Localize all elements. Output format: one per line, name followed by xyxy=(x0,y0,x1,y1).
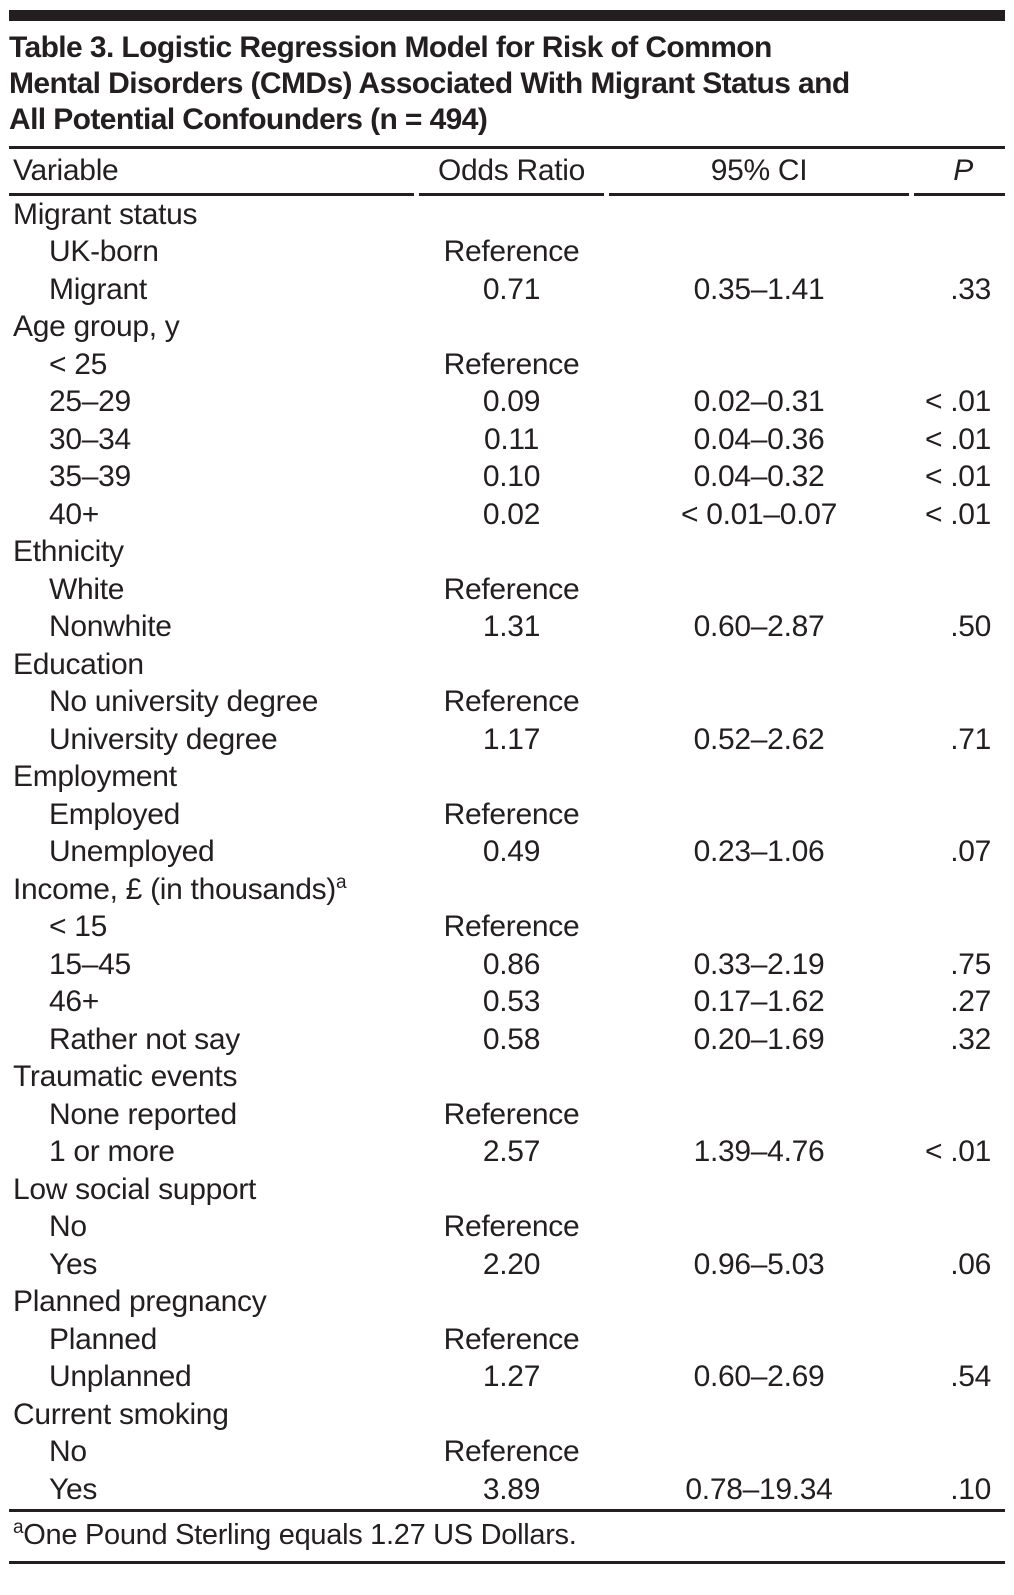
odds-ratio-cell: 0.49 xyxy=(482,835,541,869)
column-header-ci: 95% CI xyxy=(609,149,909,196)
ci-cell xyxy=(609,684,909,722)
odds-ratio-cell xyxy=(419,1284,604,1322)
variable-cell xyxy=(9,459,414,497)
variable-label: No university degree xyxy=(49,685,319,719)
column-header-p: P xyxy=(914,149,1005,196)
p-value-cell: .10 xyxy=(950,1472,991,1506)
p-value-cell: .71 xyxy=(950,722,991,756)
variable-cell xyxy=(9,1471,414,1509)
variable-label: None reported xyxy=(49,1097,237,1131)
variable-label: Planned pregnancy xyxy=(13,1285,267,1319)
p-value-cell: .32 xyxy=(950,1022,991,1056)
top-rule xyxy=(9,10,1005,21)
variable-cell xyxy=(9,834,414,872)
table-row xyxy=(9,421,1005,459)
variable-cell xyxy=(9,1396,414,1434)
variable-label: Employed xyxy=(49,797,181,831)
column-header-variable: Variable xyxy=(9,149,414,196)
odds-ratio-cell: 2.57 xyxy=(482,1135,541,1169)
table-row xyxy=(9,346,1005,384)
variable-cell xyxy=(9,721,414,759)
ci-cell xyxy=(609,796,909,834)
p-value-cell xyxy=(914,346,1005,384)
variable-label: 1 or more xyxy=(49,1135,175,1169)
variable-label: 46+ xyxy=(49,985,99,1019)
table-title xyxy=(9,30,1005,138)
p-value-cell xyxy=(914,234,1005,272)
header-row xyxy=(9,149,1005,196)
variable-cell xyxy=(9,1209,414,1247)
variable-label: UK-born xyxy=(49,235,159,269)
ci-cell: 0.60–2.87 xyxy=(693,610,825,644)
p-value-cell xyxy=(914,571,1005,609)
table-row xyxy=(9,721,1005,759)
variable-cell xyxy=(9,871,414,909)
odds-ratio-cell: 1.17 xyxy=(482,722,541,756)
variable-label: Unemployed xyxy=(49,835,215,869)
table-row xyxy=(9,1284,1005,1322)
p-value-cell xyxy=(914,1434,1005,1472)
variable-cell xyxy=(9,271,414,309)
odds-ratio-cell: Reference xyxy=(443,685,580,719)
ci-cell: < 0.01–0.07 xyxy=(680,497,838,531)
footnote-text: One Pound Sterling equals 1.27 US Dollars. xyxy=(23,1518,577,1551)
odds-ratio-cell: 0.71 xyxy=(482,272,541,306)
footnote-marker: a xyxy=(335,871,347,893)
ci-cell: 0.33–2.19 xyxy=(693,947,825,981)
odds-ratio-cell: Reference xyxy=(443,1210,580,1244)
table-title-line-1: Table 3. Logistic Regression Model for Risk of Common xyxy=(9,31,772,64)
ci-cell xyxy=(609,1434,909,1472)
variable-label: 35–39 xyxy=(49,460,131,494)
odds-ratio-cell: 2.20 xyxy=(482,1247,541,1281)
table-row xyxy=(9,309,1005,347)
variable-label: < 15 xyxy=(49,910,108,944)
odds-ratio-cell: 0.58 xyxy=(482,1022,541,1056)
variable-cell xyxy=(9,946,414,984)
p-value-cell xyxy=(914,1284,1005,1322)
variable-label: Planned xyxy=(49,1322,157,1356)
ci-cell: 0.23–1.06 xyxy=(693,835,825,869)
ci-cell xyxy=(609,571,909,609)
ci-cell xyxy=(609,196,909,234)
variable-label: Income, £ (in thousands) xyxy=(13,872,336,906)
variable-cell xyxy=(9,1434,414,1472)
variable-cell xyxy=(9,1021,414,1059)
p-value-cell xyxy=(914,196,1005,234)
odds-ratio-cell xyxy=(419,646,604,684)
table-row xyxy=(9,1059,1005,1097)
table-row xyxy=(9,1359,1005,1397)
p-value-cell xyxy=(914,909,1005,947)
table-row xyxy=(9,796,1005,834)
odds-ratio-cell: Reference xyxy=(443,1435,580,1469)
paper-table-page xyxy=(0,10,1014,1564)
variable-cell xyxy=(9,796,414,834)
variable-cell xyxy=(9,609,414,647)
table-title-line-2: Mental Disorders (CMDs) Associated With Migrant Status and xyxy=(9,67,850,100)
p-value-cell: < .01 xyxy=(924,497,991,531)
table-row xyxy=(9,984,1005,1022)
table-row xyxy=(9,384,1005,422)
column-header-odds-ratio: Odds Ratio xyxy=(419,149,604,196)
ci-cell xyxy=(609,909,909,947)
variable-cell xyxy=(9,1359,414,1397)
ci-cell xyxy=(609,1209,909,1247)
odds-ratio-cell xyxy=(419,309,604,347)
table-row xyxy=(9,1471,1005,1509)
table-row xyxy=(9,1171,1005,1209)
p-value-cell: .06 xyxy=(950,1247,991,1281)
variable-label: Ethnicity xyxy=(13,535,124,569)
table-row xyxy=(9,1321,1005,1359)
p-value-cell xyxy=(914,796,1005,834)
table-row xyxy=(9,609,1005,647)
odds-ratio-cell: Reference xyxy=(443,1322,580,1356)
table-title-line-3: All Potential Confounders (n = 494) xyxy=(9,103,488,136)
variable-label: < 25 xyxy=(49,347,108,381)
ci-cell xyxy=(609,234,909,272)
variable-label: Current smoking xyxy=(13,1397,229,1431)
table-row xyxy=(9,271,1005,309)
table-row xyxy=(9,459,1005,497)
ci-cell xyxy=(609,646,909,684)
odds-ratio-cell xyxy=(419,871,604,909)
variable-cell xyxy=(9,909,414,947)
p-value-cell: .75 xyxy=(950,947,991,981)
variable-label: 30–34 xyxy=(49,422,131,456)
table-row xyxy=(9,1396,1005,1434)
ci-cell xyxy=(609,1096,909,1134)
table-row xyxy=(9,909,1005,947)
variable-label: 15–45 xyxy=(49,947,131,981)
table-row xyxy=(9,1021,1005,1059)
variable-cell xyxy=(9,496,414,534)
variable-cell xyxy=(9,421,414,459)
variable-label: Yes xyxy=(49,1472,98,1506)
odds-ratio-cell: Reference xyxy=(443,235,580,269)
logistic-regression-table xyxy=(4,149,1010,1509)
p-value-cell xyxy=(914,1171,1005,1209)
ci-cell: 0.20–1.69 xyxy=(693,1022,825,1056)
table-row xyxy=(9,534,1005,572)
variable-label: Age group, y xyxy=(13,310,180,344)
ci-cell: 0.78–19.34 xyxy=(685,1472,833,1506)
variable-label: Low social support xyxy=(13,1172,257,1206)
odds-ratio-cell: Reference xyxy=(443,1097,580,1131)
table-row xyxy=(9,759,1005,797)
table-row xyxy=(9,1209,1005,1247)
ci-cell: 0.02–0.31 xyxy=(693,385,825,419)
variable-cell xyxy=(9,1321,414,1359)
ci-cell: 0.60–2.69 xyxy=(693,1360,825,1394)
p-value-cell: < .01 xyxy=(924,460,991,494)
table-row xyxy=(9,871,1005,909)
ci-cell: 0.04–0.36 xyxy=(693,422,825,456)
variable-cell xyxy=(9,534,414,572)
variable-label: 25–29 xyxy=(49,385,131,419)
variable-cell xyxy=(9,234,414,272)
footnote-marker: a xyxy=(13,1516,24,1538)
odds-ratio-cell: Reference xyxy=(443,797,580,831)
variable-label: 40+ xyxy=(49,497,99,531)
ci-cell xyxy=(609,1171,909,1209)
variable-cell xyxy=(9,1246,414,1284)
variable-label: Nonwhite xyxy=(49,610,172,644)
variable-label: Education xyxy=(13,647,144,681)
ci-cell xyxy=(609,534,909,572)
table-row xyxy=(9,571,1005,609)
p-value-cell: < .01 xyxy=(924,422,991,456)
odds-ratio-cell: Reference xyxy=(443,572,580,606)
table-row xyxy=(9,946,1005,984)
table-row xyxy=(9,1134,1005,1172)
footnote xyxy=(9,1512,1005,1561)
ci-cell xyxy=(609,1284,909,1322)
p-value-cell xyxy=(914,1096,1005,1134)
odds-ratio-cell xyxy=(419,1171,604,1209)
p-value-cell: < .01 xyxy=(924,385,991,419)
odds-ratio-cell xyxy=(419,1059,604,1097)
p-value-cell xyxy=(914,309,1005,347)
ci-cell: 0.52–2.62 xyxy=(693,722,825,756)
variable-label: Migrant xyxy=(49,272,147,306)
variable-cell xyxy=(9,196,414,234)
variable-cell xyxy=(9,759,414,797)
table-row xyxy=(9,684,1005,722)
variable-label: Unplanned xyxy=(49,1360,192,1394)
table-row xyxy=(9,646,1005,684)
variable-cell xyxy=(9,1059,414,1097)
variable-cell xyxy=(9,684,414,722)
variable-label: No xyxy=(49,1210,87,1244)
table-row xyxy=(9,1096,1005,1134)
variable-label: White xyxy=(49,572,125,606)
odds-ratio-cell: 0.02 xyxy=(482,497,541,531)
variable-label: Employment xyxy=(13,760,177,794)
p-value-cell: .33 xyxy=(950,272,991,306)
ci-cell xyxy=(609,759,909,797)
odds-ratio-cell: 0.53 xyxy=(482,985,541,1019)
variable-label: Rather not say xyxy=(49,1022,240,1056)
ci-cell xyxy=(609,1396,909,1434)
p-value-cell xyxy=(914,871,1005,909)
ci-cell: 0.35–1.41 xyxy=(693,272,825,306)
odds-ratio-cell: 0.86 xyxy=(482,947,541,981)
variable-label: University degree xyxy=(49,722,278,756)
p-value-cell xyxy=(914,1059,1005,1097)
odds-ratio-cell: 1.27 xyxy=(482,1360,541,1394)
variable-cell xyxy=(9,646,414,684)
odds-ratio-cell: 0.09 xyxy=(482,385,541,419)
p-value-cell: .50 xyxy=(950,610,991,644)
variable-cell xyxy=(9,571,414,609)
odds-ratio-cell: 0.11 xyxy=(484,422,539,456)
odds-ratio-cell xyxy=(419,196,604,234)
p-value-cell xyxy=(914,1396,1005,1434)
variable-cell xyxy=(9,1096,414,1134)
table-row xyxy=(9,1434,1005,1472)
variable-cell xyxy=(9,1134,414,1172)
variable-cell xyxy=(9,1284,414,1322)
variable-label: No xyxy=(49,1435,87,1469)
table-row xyxy=(9,834,1005,872)
ci-cell: 0.17–1.62 xyxy=(693,985,825,1019)
ci-cell xyxy=(609,1059,909,1097)
p-value-cell xyxy=(914,759,1005,797)
odds-ratio-cell xyxy=(419,534,604,572)
table-row xyxy=(9,496,1005,534)
p-value-cell: < .01 xyxy=(924,1135,991,1169)
odds-ratio-cell: 0.10 xyxy=(482,460,541,494)
ci-cell: 1.39–4.76 xyxy=(693,1135,825,1169)
ci-cell: 0.96–5.03 xyxy=(693,1247,825,1281)
p-value-cell xyxy=(914,1209,1005,1247)
p-value-cell xyxy=(914,684,1005,722)
ci-cell xyxy=(609,871,909,909)
odds-ratio-cell: Reference xyxy=(443,347,580,381)
odds-ratio-cell: 3.89 xyxy=(482,1472,541,1506)
variable-cell xyxy=(9,1171,414,1209)
ci-cell xyxy=(609,1321,909,1359)
p-value-cell xyxy=(914,534,1005,572)
variable-cell xyxy=(9,346,414,384)
p-value-cell xyxy=(914,1321,1005,1359)
bottom-rule xyxy=(9,1561,1005,1564)
p-value-cell: .07 xyxy=(950,835,991,869)
variable-label: Traumatic events xyxy=(13,1060,238,1094)
odds-ratio-cell: 1.31 xyxy=(482,610,541,644)
odds-ratio-cell: Reference xyxy=(443,910,580,944)
ci-cell xyxy=(609,346,909,384)
p-value-cell: .27 xyxy=(950,985,991,1019)
variable-label: Migrant status xyxy=(13,197,198,231)
odds-ratio-cell xyxy=(419,759,604,797)
p-value-cell xyxy=(914,646,1005,684)
ci-cell: 0.04–0.32 xyxy=(693,460,825,494)
variable-cell xyxy=(9,384,414,422)
table-row xyxy=(9,1246,1005,1284)
variable-label: Yes xyxy=(49,1247,98,1281)
table-body xyxy=(9,196,1005,1509)
table-row xyxy=(9,234,1005,272)
odds-ratio-cell xyxy=(419,1396,604,1434)
ci-cell xyxy=(609,309,909,347)
table-row xyxy=(9,196,1005,234)
variable-cell xyxy=(9,984,414,1022)
p-value-cell: .54 xyxy=(950,1360,991,1394)
variable-cell xyxy=(9,309,414,347)
